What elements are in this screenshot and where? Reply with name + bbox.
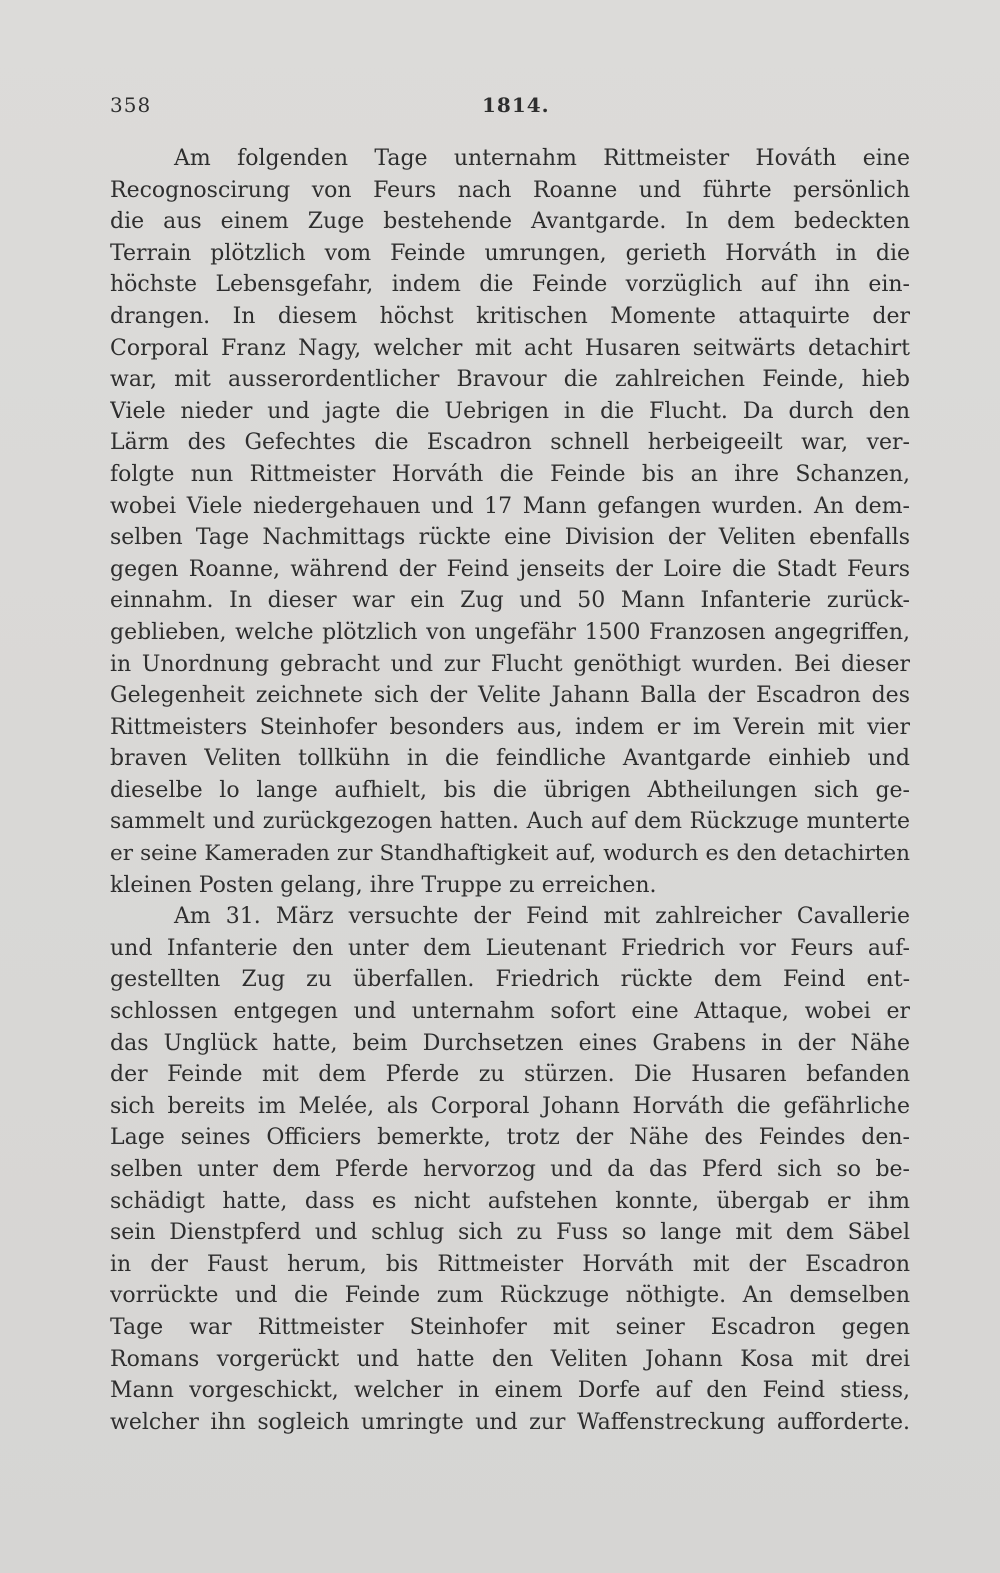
text-line: geblieben, welche plötzlich von ungefähr 1500 Franzosen angegriffen, [110, 619, 910, 645]
page-number: 358 [110, 93, 152, 117]
text-line: Romans vorgerückt und hatte den Veliten Johann Kosa mit drei [110, 1346, 910, 1372]
text-line: Recognoscirung von Feurs nach Roanne und führte persönlich [110, 177, 910, 203]
text-line: schlossen entgegen und unternahm sofort eine Attaque, wobei er [110, 999, 910, 1025]
text-line: Lärm des Gefechtes die Escadron schnell herbeigeeilt war, ver- [110, 430, 910, 456]
text-line: selben Tage Nachmittags rückte eine Division der Veliten ebenfalls [110, 525, 910, 551]
text-line: dieselbe lo lange aufhielt, bis die übrigen Abtheilungen sich ge- [110, 777, 910, 803]
text-line: sammelt und zurückgezogen hatten. Auch auf dem Rückzuge munterte [110, 809, 910, 835]
text-line: kleinen Posten gelang, ihre Truppe zu erreichen. [110, 872, 657, 898]
page-header [110, 93, 910, 123]
text-line: welcher ihn sogleich umringte und zur Waffenstreckung aufforderte. [110, 1409, 910, 1435]
text-line: er seine Kameraden zur Standhaftigkeit auf, wodurch es den detachirten [110, 841, 910, 867]
text-line: Rittmeisters Steinhofer besonders aus, indem er im Verein mit vier [110, 714, 910, 740]
text-line: vorrückte und die Feinde zum Rückzuge nöthigte. An demselben [110, 1283, 910, 1309]
text-line: war, mit ausserordentlicher Bravour die zahlreichen Feinde, hieb [110, 367, 910, 393]
text-line: gegen Roanne, während der Feind jenseits der Loire die Stadt Feurs [110, 556, 910, 582]
text-line: Corporal Franz Nagy, welcher mit acht Husaren seitwärts detachirt [110, 335, 910, 361]
text-line: drangen. In diesem höchst kritischen Momente attaquirte der [110, 303, 910, 329]
text-line: selben unter dem Pferde hervorzog und da das Pferd sich so be- [110, 1157, 910, 1182]
text-line: Mann vorgeschickt, welcher in einem Dorfe auf den Feind stiess, [110, 1378, 910, 1404]
text-line: und Infanterie den unter dem Lieutenant Friedrich vor Feurs auf- [110, 935, 910, 961]
text-line: Viele nieder und jagte die Uebrigen in die Flucht. Da durch den [110, 398, 910, 424]
text-line: der Feinde mit dem Pferde zu stürzen. Die Husaren befanden [110, 1062, 910, 1088]
text-line: Lage seines Officiers bemerkte, trotz der Nähe des Feindes den- [110, 1125, 910, 1151]
text-line: braven Veliten tollkühn in die feindliche Avantgarde einhieb und [110, 746, 910, 772]
body-text [110, 143, 910, 1438]
text-line: schädigt hatte, dass es nicht aufstehen konnte, übergab er ihm [110, 1188, 910, 1214]
text-line: Gelegenheit zeichnete sich der Velite Jahann Balla der Escadron des [110, 683, 910, 709]
text-line: folgte nun Rittmeister Horváth die Feinde bis an ihre Schanzen, [110, 461, 910, 487]
text-line: höchste Lebensgefahr, indem die Feinde vorzüglich auf ihn ein- [110, 272, 910, 298]
text-line: Am 31. März versuchte der Feind mit zahlreicher Cavallerie [174, 904, 910, 930]
text-line: wobei Viele niedergehauen und 17 Mann gefangen wurden. An dem- [110, 493, 910, 519]
text-line: sich bereits im Melée, als Corporal Johann Horváth die gefährliche [110, 1093, 910, 1119]
text-line: einnahm. In dieser war ein Zug und 50 Mann Infanterie zurück- [110, 588, 910, 614]
text-line: Am folgenden Tage unternahm Rittmeister Hováth eine [174, 146, 910, 171]
text-line: in der Faust herum, bis Rittmeister Horváth mit der Escadron [110, 1251, 910, 1277]
text-line: Terrain plötzlich vom Feinde umrungen, gerieth Horváth in die [110, 240, 910, 266]
text-line: gestellten Zug zu überfallen. Friedrich rückte dem Feind ent- [110, 967, 910, 993]
running-title: 1814. [482, 93, 550, 117]
text-line: in Unordnung gebracht und zur Flucht genöthigt wurden. Bei dieser [110, 651, 910, 677]
text-line: Tage war Rittmeister Steinhofer mit seiner Escadron gegen [110, 1314, 910, 1340]
text-line: die aus einem Zuge bestehende Avantgarde. In dem bedeckten [110, 209, 910, 235]
text-line: sein Dienstpferd und schlug sich zu Fuss so lange mit dem Säbel [110, 1220, 910, 1246]
text-line: das Unglück hatte, beim Durchsetzen eines Grabens in der Nähe [110, 1030, 910, 1056]
